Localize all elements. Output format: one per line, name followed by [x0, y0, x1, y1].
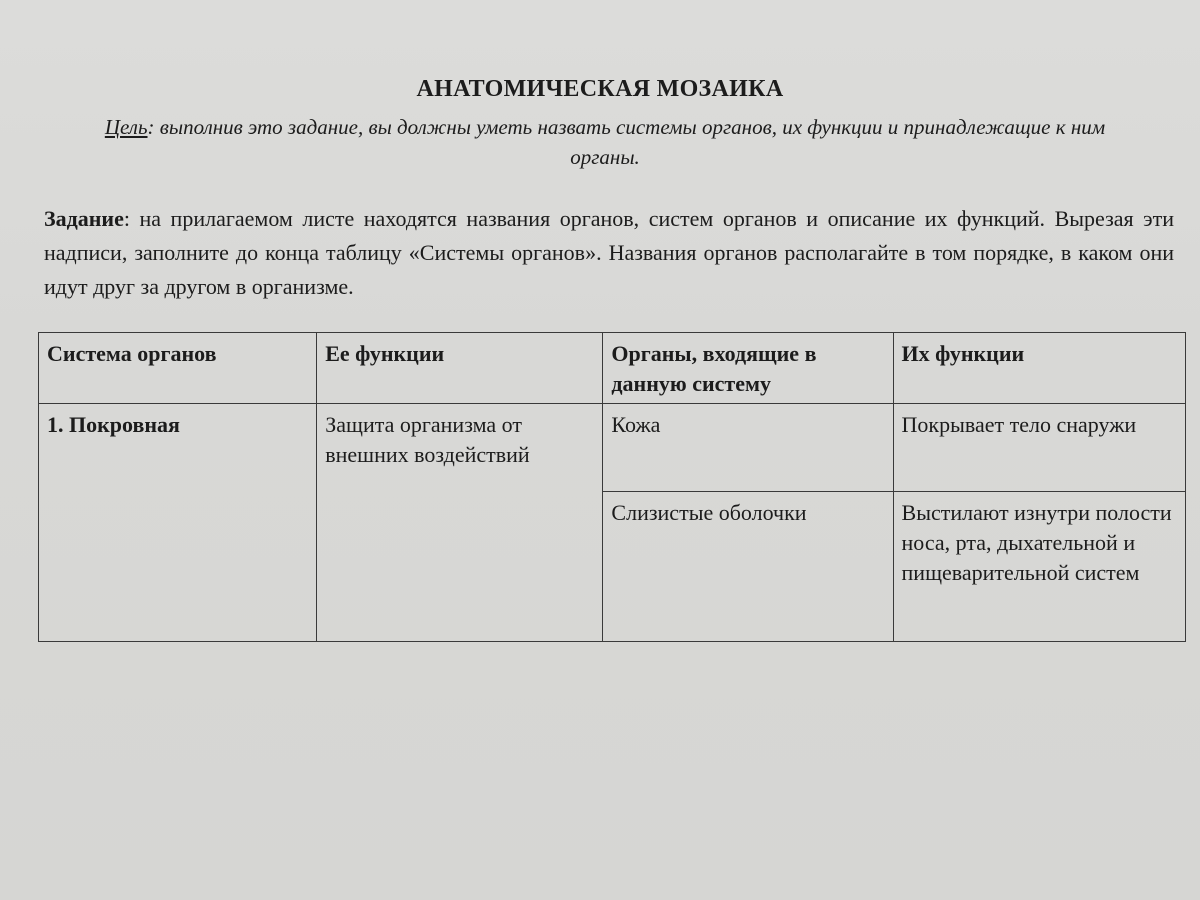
goal-paragraph: [100, 112, 1110, 172]
table-header-row: [39, 333, 1186, 404]
organ-name-cell: Слизистые оболочки: [603, 492, 893, 642]
header-system: Система органов: [39, 333, 317, 404]
system-name-cell: 1. Покровная: [39, 404, 317, 642]
task-text: : на прилагаемом листе находятся названия органов, систем органов и описание их функций. Вырезая эти надписи, заполните до конца таблицу «Системы органов». Названия органов располагайте в том порядке, в каком они идут друг за другом в организме.: [44, 206, 1174, 299]
system-function-cell: Защита организма от внешних воздействий: [317, 404, 603, 642]
organ-function-cell: Покрывает тело снаружи: [893, 404, 1185, 492]
document-title: АНАТОМИЧЕСКАЯ МОЗАИКА: [416, 76, 784, 102]
task-paragraph: [44, 202, 1174, 304]
header-system-functions: Ее функции: [317, 333, 603, 404]
organ-name-cell: Кожа: [603, 404, 893, 492]
goal-label: Цель: [104, 115, 148, 139]
task-label: Задание: [44, 206, 124, 231]
organ-function-cell: Выстилают изнутри полости носа, рта, дыхательной и пищеварительной систем: [893, 492, 1185, 642]
header-organ-functions: Их функции: [893, 333, 1185, 404]
organ-systems-table: [38, 332, 1186, 642]
goal-text: : выполнив это задание, вы должны уметь назвать системы органов, их функции и принадлежащие к ним органы.: [147, 115, 1106, 169]
table-row: [39, 404, 1186, 492]
header-organs: Органы, входящие в данную систему: [603, 333, 893, 404]
